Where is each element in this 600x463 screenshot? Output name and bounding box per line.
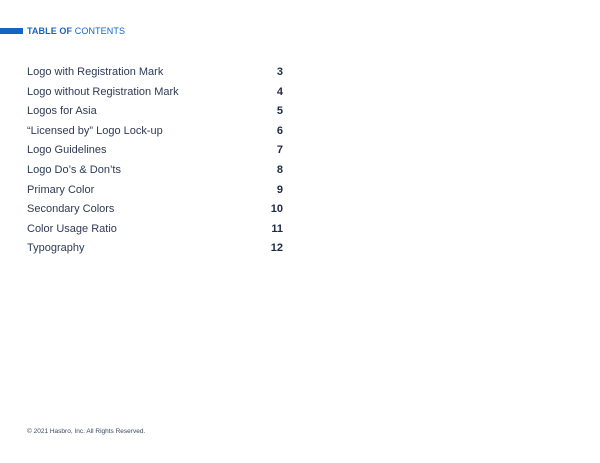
toc-item-page: 4 — [276, 85, 283, 98]
toc-item[interactable] — [27, 239, 285, 259]
toc-item-page: 10 — [270, 203, 283, 216]
toc-item-label: Primary Color — [27, 183, 95, 196]
toc-item-label: Logo Guidelines — [27, 144, 107, 157]
section-header — [0, 25, 125, 37]
toc-item-page: 5 — [276, 105, 283, 118]
toc-item-label: Logos for Asia — [27, 105, 97, 118]
toc-item[interactable] — [27, 83, 285, 103]
page-title-bold: TABLE OF — [27, 26, 73, 36]
toc-item[interactable] — [27, 122, 285, 142]
toc-item[interactable] — [27, 181, 285, 201]
toc-item-page: 6 — [276, 124, 283, 137]
toc-item-page: 11 — [271, 222, 283, 235]
toc-item-label: Logo Do’s & Don’ts — [27, 163, 121, 176]
toc-item[interactable] — [27, 141, 285, 161]
toc-item-label: Logo with Registration Mark — [27, 66, 164, 78]
toc-item-label: Logo without Registration Mark — [27, 85, 179, 98]
toc-item[interactable] — [27, 63, 285, 83]
toc-item-label: Typography — [27, 242, 85, 255]
toc-item-label: Secondary Colors — [27, 203, 115, 216]
page-title — [27, 26, 125, 36]
toc-item-page: 3 — [276, 66, 283, 78]
copyright-footer: © 2021 Hasbro, Inc. All Rights Reserved. — [27, 428, 146, 435]
toc-item[interactable] — [27, 220, 285, 240]
toc-item-label: “Licensed by” Logo Lock-up — [27, 124, 163, 137]
toc-item-page: 9 — [276, 183, 283, 196]
toc-item-page: 7 — [276, 144, 283, 157]
toc-item[interactable] — [27, 200, 285, 220]
toc-item[interactable] — [27, 102, 285, 122]
table-of-contents — [27, 63, 285, 259]
toc-item[interactable] — [27, 161, 285, 181]
page-title-rest: CONTENTS — [72, 26, 126, 36]
toc-item-page: 12 — [270, 242, 283, 255]
toc-item-page: 8 — [276, 163, 283, 176]
header-accent-bar — [0, 28, 23, 34]
toc-item-label: Color Usage Ratio — [27, 222, 117, 235]
